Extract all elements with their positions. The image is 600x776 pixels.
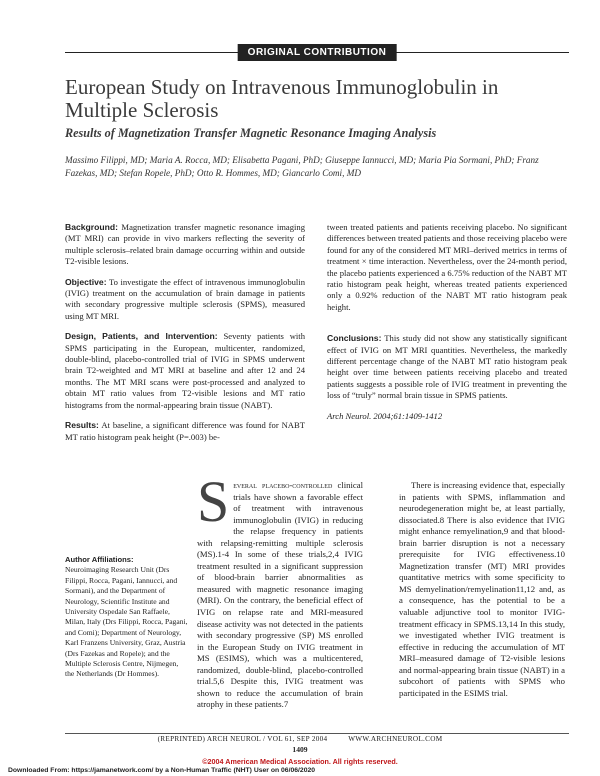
objective-label: Objective: — [65, 276, 107, 287]
body-paragraph-1 — [197, 469, 364, 711]
section-label: ORIGINAL CONTRIBUTION — [238, 44, 397, 61]
copyright-notice: ©2004 American Medical Association. All rights reserved. — [202, 757, 398, 766]
abstract-results-continued — [327, 222, 567, 313]
abstract-objective — [65, 277, 305, 323]
citation: Arch Neurol. 2004;61:1409-1412 — [327, 410, 443, 421]
section-header — [65, 42, 569, 64]
article-title: European Study on Intravenous Immunoglobulin in Multiple Sclerosis — [65, 75, 499, 122]
article-subtitle: Results of Magnetization Transfer Magnetic Resonance Imaging Analysis — [65, 126, 437, 140]
design-label: Design, Patients, and Intervention: — [65, 331, 218, 342]
abstract-results — [65, 420, 305, 443]
download-notice: Downloaded From: https://jamanetwork.com/ by a Non-Human Traffic (NHT) User on 06/06/2020 — [8, 767, 316, 774]
affiliations-text: Neuroimaging Research Unit (Drs Filippi, Rocca, Pagani, Iannucci, and Sormani), and the Department of Neurology, Scientific Institute and University Ospedale San Raffaele, Milan, Italy (Drs Filippi, Rocca, Pagani, and Comi); Department of Neurology, Karl Franzens University, Graz, Austria (Drs Fazekas and Ropele); and the Multiple Sclerosis Centre, Nijmegen, the Netherlands (Dr Hommes). — [65, 565, 188, 679]
footer-reprint-line: (REPRINTED) ARCH NEUROL / VOL 61, SEP 2004 WWW.ARCHNEUROL.COM — [157, 735, 443, 743]
footer-rule — [65, 733, 569, 734]
abstract-background — [65, 222, 305, 268]
drop-cap: S — [197, 469, 230, 534]
lead-in: everal placebo-controlled — [233, 480, 333, 490]
design-text: Seventy patients with SPMS participating in the European, multicenter, randomized, double-blind, placebo-controlled trial of IVIG in SPMS underwent brain T2-weighted and MT MRI at baseline and after 12 and 24 months. The MT MRI scans were post-processed and analyzed to obtain MT ratio values from T2-visible lesions and MT ratio histograms from the normal-appearing brain tissue (NABT). — [65, 331, 305, 410]
affiliations-title: Author Affiliations: — [65, 555, 134, 564]
results-text-part1: At baseline, a significant difference was found for NABT MT ratio histogram peak height (P=.003) be- — [65, 420, 305, 442]
page-number: 1409 — [292, 745, 308, 754]
abstract-left-column — [65, 222, 305, 452]
body-text-1: clinical trials have shown a favorable effect of treatment with intravenous immunoglobulin (IVIG) in reducing the relapse frequency in patients with relapsing-remitting multiple sclerosis (MS).1-4 In some of these trials,2,4 IVIG treatment resulted in a significant suppression of blood-brain barrier abnormalities as measured with magnetic resonance imaging (MRI). On the contrary, the beneficial effect of IVIG on relapse rate and MRI-measured disease activity was not detected in the patients with secondary progressive (SP) MS enrolled in the European Study on IVIG treatment in MS (ESIMS), which was a multicentered, randomized, double-blind, placebo-controlled trial.5,6 Despite this, IVIG treatment was shown to reduce the accumulation of brain atrophy in these patients.7 — [197, 480, 364, 710]
background-label: Background: — [65, 222, 118, 232]
objective-text: To investigate the effect of intravenous immunoglobulin (IVIG) treatment on the accumulation of brain damage in patients with secondary progressive multiple sclerosis (SPMS), measured using MT MRI. — [65, 276, 305, 321]
author-list: Massimo Filippi, MD; Maria A. Rocca, MD; Elisabetta Pagani, PhD; Giuseppe Iannucci, MD; Maria Pia Sormani, PhD; Franz Fazekas, MD; Stefan Ropele, PhD; Otto R. Hommes, MD; Giancarlo Comi, MD — [65, 155, 539, 178]
background-text: Magnetization transfer magnetic resonance imaging (MT MRI) can provide in vivo markers reflecting the severity of multiple sclerosis–related brain damage occurring within and outside T2-visible lesions. — [65, 222, 305, 267]
results-text-part2: tween treated patients and patients receiving placebo. No significant differences between treated patients and those receiving placebo were found for any of the considered MT MRI–derived metrics in terms of treatment × time interaction. Nevertheless, over the 24-month period, the placebo patients experienced a 6.75% reduction of the NABT MT ratio histogram peak height, whereas treated patients experienced only a 0.92% reduction of the NABT MT ratio histogram peak height. — [327, 222, 567, 312]
body-column-2 — [399, 480, 565, 699]
body-paragraph-2: There is increasing evidence that, especially in patients with SPMS, inflammation and neurodegeneration might be, at least partially, dissociated.8 There is also evidence that IVIG might enhance remyelination,9 and that blood-brain barrier disruption is not a necessary prerequisite for IVIG effectiveness.10 Magnetization transfer (MT) MRI provides quantitative metrics with some specificity to MS demyelination/remyelination11,12 and, as a consequence, has the potential to be a valuable adjunctive tool to monitor IVIG-treatment efficacy in SPMS.13,14 In this study, we investigated whether IVIG treatment is effective in reducing the accumulation of MT MRI–measured damage of T2-visible lesions and normal-appearing brain tissue (NABT) in a subcohort of patients with SPMS who participated in the ESIMS trial. — [399, 480, 565, 698]
abstract-right-column — [327, 222, 567, 431]
conclusions-label: Conclusions: — [327, 333, 382, 344]
abstract-design — [65, 331, 305, 411]
abstract-conclusions — [327, 333, 567, 401]
results-label: Results: — [65, 420, 99, 431]
body-column-1 — [197, 469, 364, 711]
author-affiliations — [65, 555, 189, 680]
conclusions-text: This study did not show any statistically significant effect of IVIG on MT MRI quantities. Nevertheless, the markedly different percentage change of the NABT MT ratio histogram peak height over time between patients receiving placebo and treated patients suggests a possible role of IVIG treatment in preventing the loss of “truly” normal brain tissue in SPMS patients. — [327, 333, 568, 401]
abstract — [65, 222, 567, 460]
